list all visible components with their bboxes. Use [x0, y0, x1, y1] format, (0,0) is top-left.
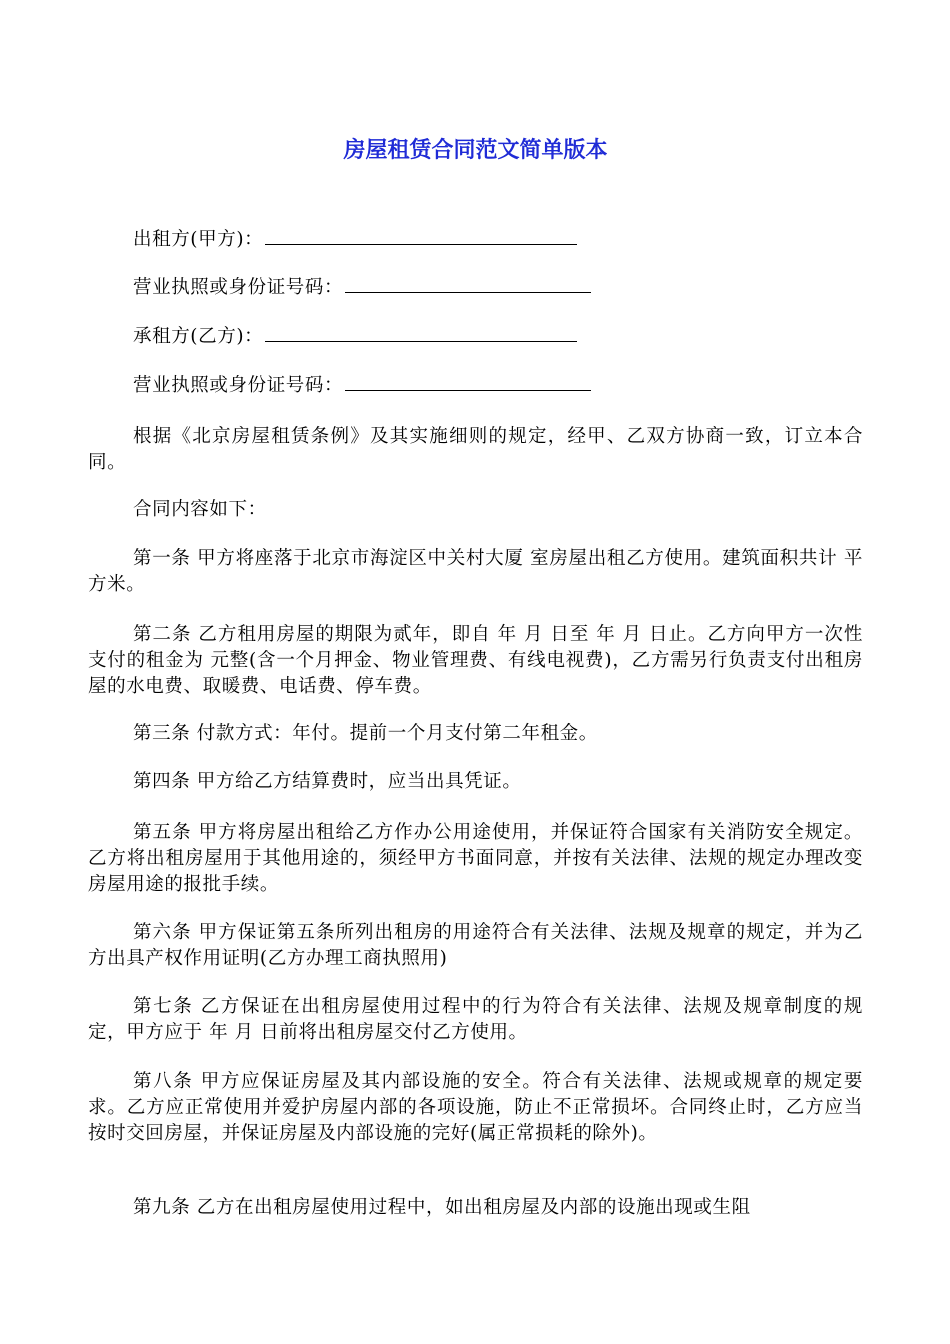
lessee-label: 承租方(乙方)：: [133, 326, 264, 347]
lessor-field: [88, 226, 863, 253]
article-1: 第一条 甲方将座落于北京市海淀区中关村大厦 室房屋出租乙方使用。建筑面积共计 平方米。: [88, 548, 863, 595]
lessor-id-field: [88, 274, 863, 301]
article-7: 第七条 乙方保证在出租房屋使用过程中的行为符合有关法律、法规及规章制度的规定，甲方应于 年 月 日前将出租房屋交付乙方使用。: [88, 996, 863, 1043]
lessor-id-label: 营业执照或身份证号码：: [133, 277, 344, 298]
lessor-id-blank-line: [345, 274, 591, 293]
article-3: 第三条 付款方式：年付。提前一个月支付第二年租金。: [133, 723, 598, 744]
content-heading: 合同内容如下：: [133, 499, 267, 520]
article-5: 第五条 甲方将房屋出租给乙方作办公用途使用，并保证符合国家有关消防安全规定。乙方将出租房屋用于其他用途的，须经甲方书面同意，并按有关法律、法规的规定办理改变房屋用途的报批手续。: [88, 822, 863, 895]
document-title: 房屋租赁合同范文简单版本: [343, 138, 608, 163]
article-9: 第九条 乙方在出租房屋使用过程中，如出租房屋及内部的设施出现或生阻: [133, 1197, 751, 1218]
lessor-label: 出租方(甲方)：: [133, 229, 264, 250]
intro-paragraph: 根据《北京房屋租赁条例》及其实施细则的规定，经甲、乙双方协商一致，订立本合同。: [88, 426, 863, 473]
lessee-field: [88, 323, 863, 350]
article-2: 第二条 乙方租用房屋的期限为贰年，即自 年 月 日至 年 月 日止。乙方向甲方一次性支付的租金为 元整(含一个月押金、物业管理费、有线电视费)，乙方需另行负责支付出租房屋的水电费、取暖费、电话费、停车费。: [88, 624, 863, 697]
lessee-blank-line: [265, 323, 577, 342]
article-8: 第八条 甲方应保证房屋及其内部设施的安全。符合有关法律、法规或规章的规定要求。乙方应正常使用并爱护房屋内部的各项设施，防止不正常损坏。合同终止时，乙方应当按时交回房屋，并保证房屋及内部设施的完好(属正常损耗的除外)。: [88, 1071, 863, 1144]
article-6: 第六条 甲方保证第五条所列出租房的用途符合有关法律、法规及规章的规定，并为乙方出具产权作用证明(乙方办理工商执照用): [88, 922, 863, 969]
lessee-id-label: 营业执照或身份证号码：: [133, 375, 344, 396]
lessee-id-field: [88, 372, 863, 399]
lessee-id-blank-line: [345, 372, 591, 391]
lessor-blank-line: [265, 226, 577, 245]
article-4: 第四条 甲方给乙方结算费时，应当出具凭证。: [133, 771, 522, 792]
